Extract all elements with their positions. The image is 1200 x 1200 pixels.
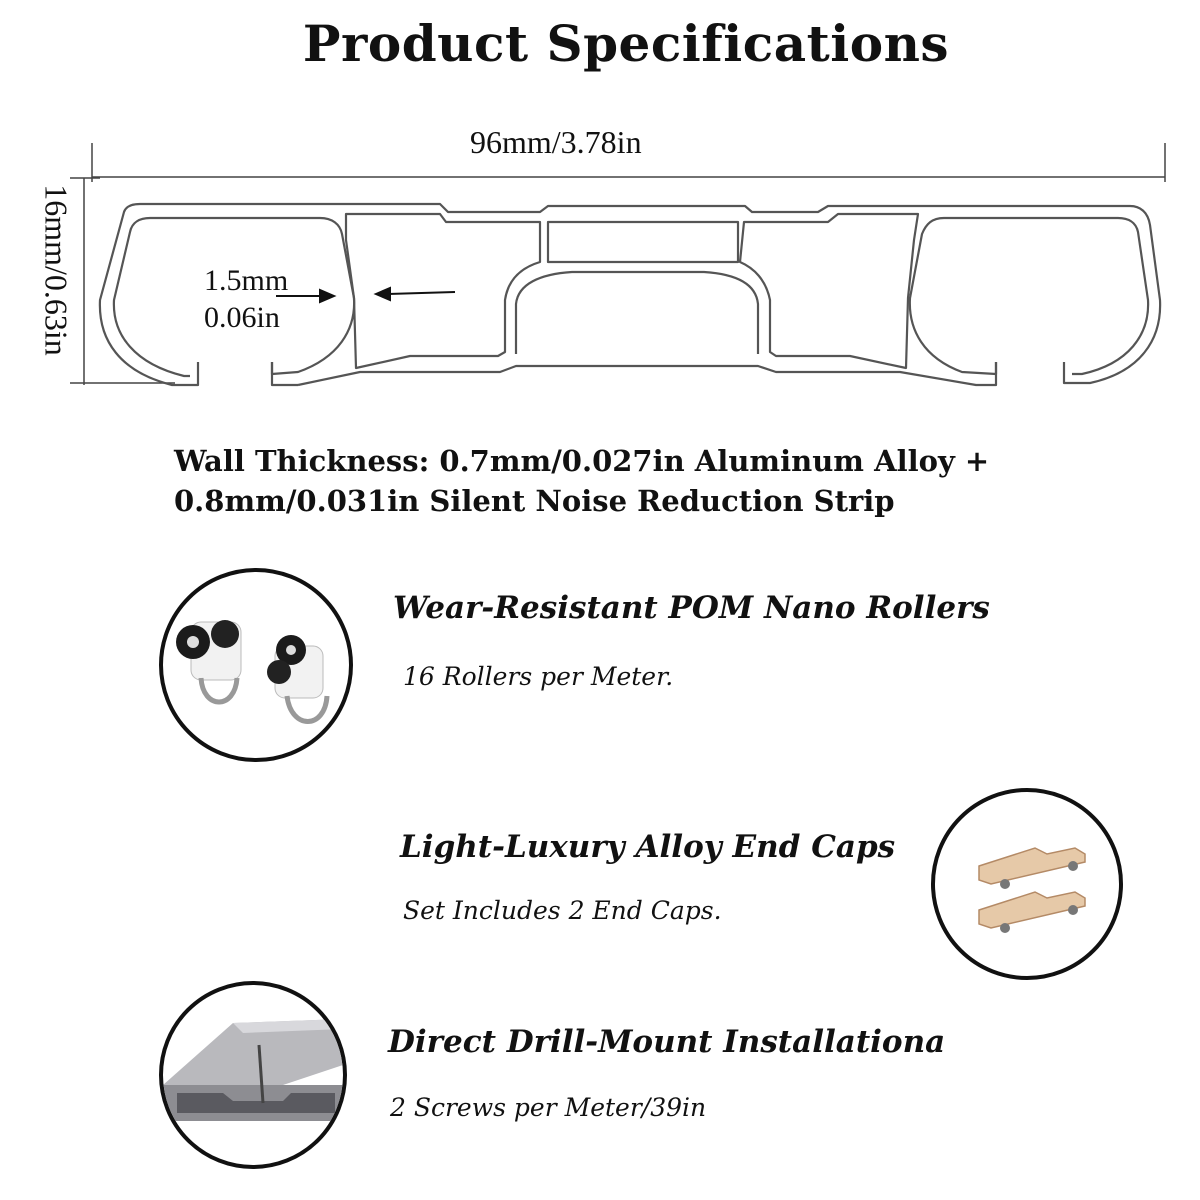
page-title: Product Specifications bbox=[302, 14, 950, 73]
wall-dimension-label bbox=[204, 262, 288, 336]
feature-mount-title: Direct Drill-Mount Installationa bbox=[388, 1024, 946, 1060]
wall-arrows bbox=[276, 288, 455, 302]
feature-mount-desc: 2 Screws per Meter/39in bbox=[390, 1093, 707, 1122]
roller-right-icon bbox=[267, 635, 327, 722]
wall-thickness-spec bbox=[174, 441, 989, 521]
feature-end-caps-title: Light-Luxury Alloy End Caps bbox=[400, 829, 896, 865]
track-profile-diagram bbox=[0, 0, 1200, 430]
track-mount-image bbox=[159, 981, 347, 1169]
feature-rollers-title: Wear-Resistant POM Nano Rollers bbox=[393, 590, 990, 626]
width-dimension-label: 96mm/3.78in bbox=[470, 124, 642, 160]
feature-rollers-desc: 16 Rollers per Meter. bbox=[403, 662, 674, 691]
end-cap-bottom-icon bbox=[979, 892, 1085, 933]
roller-left-icon bbox=[176, 620, 241, 702]
height-dimension-label: 16mm/0.63in bbox=[38, 184, 75, 356]
roller-image bbox=[159, 568, 353, 762]
wall-thickness-line-2: 0.8mm/0.031in Silent Noise Reduction Strip bbox=[174, 484, 895, 518]
feature-end-caps-desc: Set Includes 2 End Caps. bbox=[403, 896, 722, 925]
wall-label-mm: 1.5mm bbox=[204, 264, 289, 297]
end-cap-top-icon bbox=[979, 848, 1085, 889]
end-cap-image bbox=[931, 788, 1123, 980]
wall-thickness-line-1: Wall Thickness: 0.7mm/0.027in Aluminum Alloy + bbox=[174, 444, 990, 478]
wall-label-in: 0.06in bbox=[204, 301, 280, 334]
